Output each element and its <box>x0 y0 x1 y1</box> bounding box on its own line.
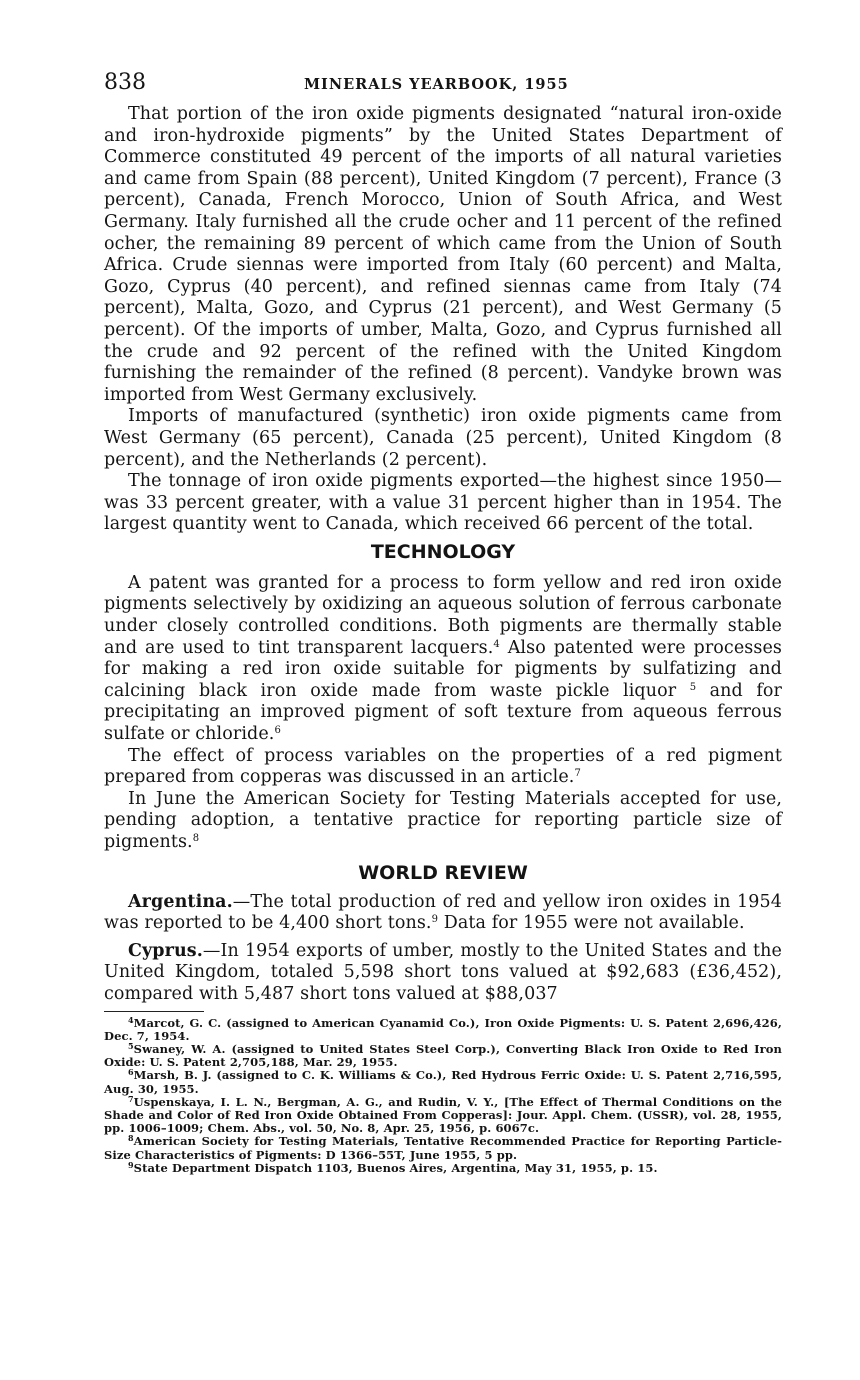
page-header <box>104 70 782 104</box>
footnote-number: 5 <box>128 1040 134 1051</box>
footnote-ref-5: 5 <box>689 681 697 693</box>
footnote <box>104 1159 782 1175</box>
technology-p1b-text: Also patented were processes for making a red iron oxide suitable for pigments by sulfatizing and calcining black iron oxide made from waste pickle liquor <box>104 637 782 701</box>
intro-paragraph-2: Imports of manufactured (synthetic) iron oxide pigments came from West Germany (65 percent), Canada (25 percent), United Kingdom (8 percent), and the Netherlands (2 percent). <box>104 406 782 470</box>
technology-p2-text: The effect of process variables on the properties of a red pigment prepared from copperas was discussed in an article. <box>104 745 782 788</box>
cyprus-lead: Cyprus. <box>128 940 203 961</box>
footnote-number: 7 <box>128 1093 134 1104</box>
technology-p1c-text: and for precipitating an improved pigment of soft texture from aqueous ferrous sulfate or chloride. <box>104 680 782 745</box>
footnote-ref-4: 4 <box>493 638 500 650</box>
footnotes <box>104 1014 782 1175</box>
page <box>104 70 782 1175</box>
footnote-ref-9: 9 <box>431 914 439 926</box>
intro-paragraph-3: The tonnage of iron oxide pigments exported—the highest since 1950—was 33 percent greater, with a value 31 percent higher than in 1954. The largest quantity went to Canada, which received 66 percent of the total. <box>104 471 782 535</box>
technology-paragraph-3 <box>104 789 782 854</box>
footnote-text: State Department Dispatch 1103, Buenos Aires, Argentina, May 31, 1955, p. 15. <box>133 1160 658 1175</box>
technology-paragraph-2 <box>104 746 782 789</box>
footnote-text: Swaney, W. A. (assigned to United States Steel Corp.), Converting Black Iron Oxide to Red Iron Oxide: U. S. Patent 2,705,188, Mar. 29, 1955. <box>104 1041 782 1070</box>
world-review-heading: WORLD REVIEW <box>358 861 528 884</box>
footnote-ref-6: 6 <box>274 725 281 737</box>
footnote-text: American Society for Testing Materials, Tentative Recommended Practice for Reporting Particle-Size Characteristics of Pigments: D 1366–55T, June 1955, 5 pp. <box>104 1134 782 1162</box>
footnote-divider <box>104 1011 204 1012</box>
cyprus-text: —In 1954 exports of umber, mostly to the United States and the United Kingdom, totaled 5,598 short tons valued at $92,683 (£36,452), compared with 5,487 short tons valued at $88,037 <box>104 940 782 1004</box>
technology-p1-text: A patent was granted for a process to form yellow and red iron oxide pigments selectively by oxidizing an aqueous solution of ferrous carbonate under closely controlled conditions. Both pigments are thermally stable and are used to tint transparent lacquers. <box>104 572 782 658</box>
footnote-text: Marcot, G. C. (assigned to American Cyanamid Co.), Iron Oxide Pigments: U. S. Patent 2,696,426, Dec. 7, 1954. <box>104 1015 782 1043</box>
argentina-text-2: Data for 1955 were not available. <box>438 913 745 934</box>
footnote-number: 8 <box>128 1133 134 1144</box>
footnote-ref-8: 8 <box>192 833 200 844</box>
footnote <box>104 1135 782 1161</box>
footnote <box>104 1093 782 1136</box>
running-title: MINERALS YEARBOOK, 1955 <box>304 76 569 93</box>
technology-heading: TECHNOLOGY <box>370 540 516 563</box>
footnote <box>104 1040 782 1070</box>
footnote-number: 9 <box>128 1159 134 1170</box>
footnote <box>104 1014 782 1043</box>
footnote-text: Uspenskaya, I. L. N., Bergman, A. G., and Rudin, V. Y., [The Effect of Thermal Conditions on the Shade and Color of Red Iron Oxide Obtained From Copperas]: Jour. Appl. Chem. (USSR), vol. 28, 1955, pp. 1006–1009; Chem. Abs., vol. 50, No. 8, Apr. 25, 1956, p. 6067c. <box>104 1094 782 1136</box>
technology-p3-text: In June the American Society for Testing Materials accepted for use, pending adoption, a tentative practice for reporting particle size of pigments. <box>104 788 782 852</box>
intro-paragraph-1: That portion of the iron oxide pigments designated “natural iron-oxide and iron-hydroxide pigments” by the United States Department of Commerce constituted 49 percent of the imports of all natural varieties and came from Spain (88 percent), United Kingdom (7 percent), France (3 percent), Canada, French Morocco, Union of South Africa, and West Germany. Italy furnished all the crude ocher and 11 percent of the refined ocher, the remaining 89 percent of which came from the Union of South Africa. Crude siennas were imported from Italy (60 percent) and Malta, Gozo, Cyprus (40 percent), and refined siennas came from Italy (74 percent), Malta, Gozo, and Cyprus (21 percent), and West Germany (5 percent). Of the imports of umber, Malta, Gozo, and Cyprus furnished all the crude and 92 percent of the refined with the United Kingdom furnishing the remainder of the refined (8 percent). Vandyke brown was imported from West Germany exclusively. <box>104 104 782 405</box>
footnote <box>104 1069 782 1095</box>
footnote-number: 4 <box>128 1014 134 1025</box>
argentina-lead: Argentina. <box>128 891 233 912</box>
cyprus-paragraph <box>104 941 782 1006</box>
technology-paragraph-1 <box>104 573 782 746</box>
argentina-paragraph <box>104 892 782 935</box>
footnote-ref-7: 7 <box>574 768 581 780</box>
footnote-text: Marsh, B. J. (assigned to C. K. Williams & Co.), Red Hydrous Ferric Oxide: U. S. Patent 2,716,595, Aug. 30, 1955. <box>104 1068 782 1096</box>
footnote-number: 6 <box>128 1067 134 1078</box>
page-number: 838 <box>104 70 146 95</box>
argentina-text: —The total production of red and yellow iron oxides in 1954 was reported to be 4,400 short tons. <box>104 891 782 934</box>
